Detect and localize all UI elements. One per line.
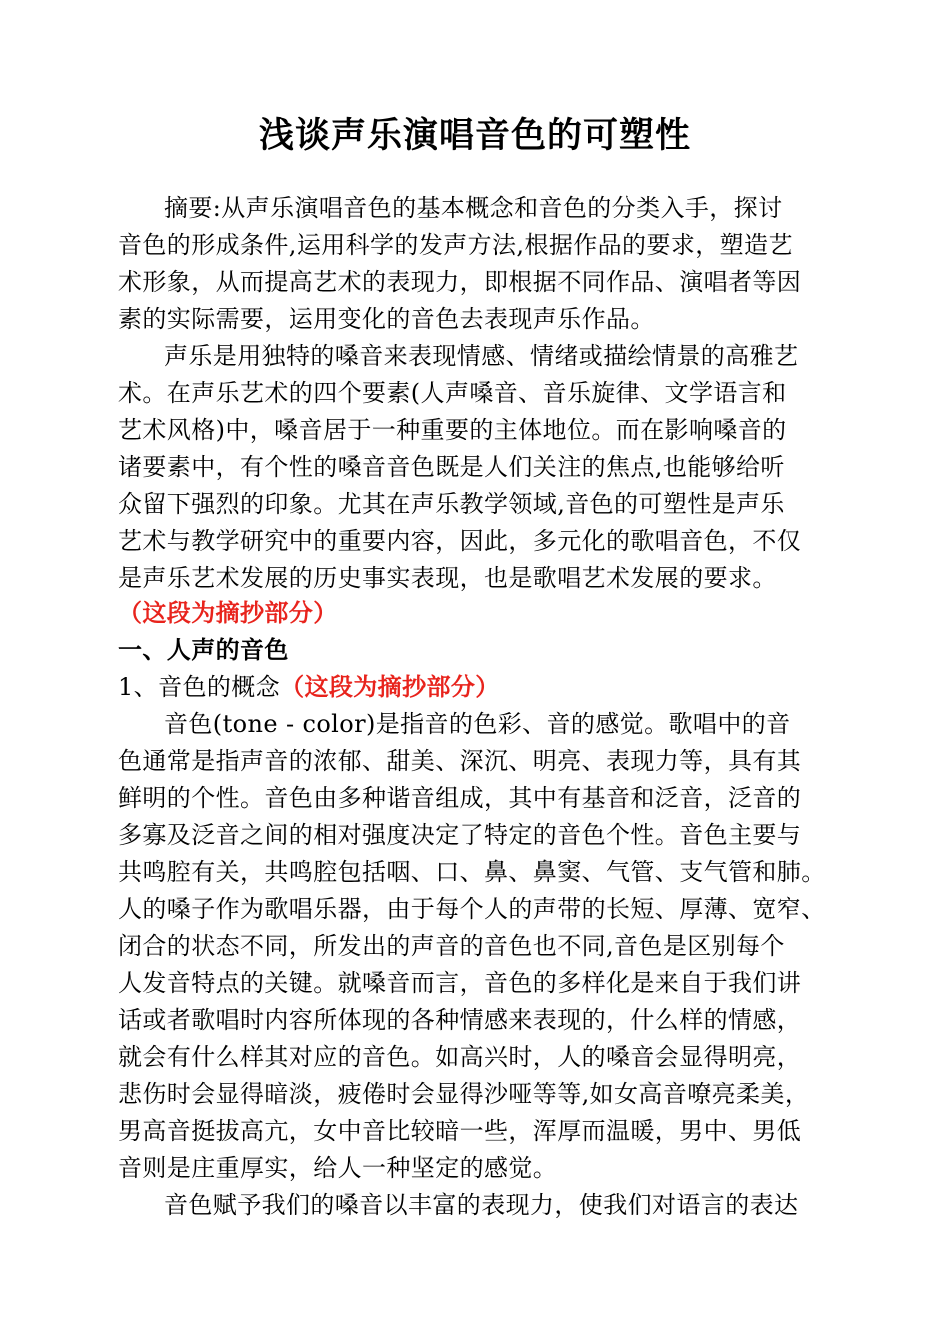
paragraph-line: 人发音特点的关键。就嗓音而言，音色的多样化是来自于我们讲 [118,969,802,997]
paragraph-line: 色通常是指声音的浓郁、甜美、深沉、明亮、表现力等，具有其 [118,747,802,775]
paragraph-line: 悲伤时会显得暗淡，疲倦时会显得沙哑等等,如女高音嘹亮柔美， [118,1080,810,1108]
paragraph-line: 鲜明的个性。音色由多种谐音组成，其中有基音和泛音，泛音的 [118,784,802,812]
excerpt-note: （这段为摘抄部分） [118,599,338,627]
paragraph-line: 就会有什么样其对应的音色。如高兴时，人的嗓音会显得明亮， [118,1043,802,1071]
paragraph-line: 术。在声乐艺术的四个要素(人声嗓音、音乐旋律、文学语言和 [118,379,787,407]
paragraph-line: 音色(tone - color)是指音的色彩、音的感觉。歌唱中的音 [164,710,791,738]
paragraph-line: 话或者歌唱时内容所体现的各种情感来表现的，什么样的情感， [118,1006,802,1034]
excerpt-note: （这段为摘抄部分） [280,673,500,701]
paragraph-line: 共鸣腔有关，共鸣腔包括咽、口、鼻、鼻窦、气管、支气管和肺。 [118,858,826,886]
paragraph-line: 声乐是用独特的嗓音来表现情感、情绪或描绘情景的高雅艺 [164,342,799,370]
paragraph-line: 众留下强烈的印象。尤其在声乐教学领域,音色的可塑性是声乐 [118,490,785,518]
section-heading: 一、人声的音色 [118,636,289,664]
paragraph-line: 艺术风格)中，嗓音居于一种重要的主体地位。而在影响嗓音的 [118,416,787,444]
paragraph-line: 是声乐艺术发展的历史事实表现，也是歌唱艺术发展的要求。 [118,564,777,592]
paragraph-line: 人的嗓子作为歌唱乐器，由于每个人的声带的长短、厚薄、宽窄、 [118,895,826,923]
subsection-heading [118,672,500,702]
abstract-line: 音色的形成条件,运用科学的发声方法,根据作品的要求，塑造艺 [118,231,793,259]
paragraph-line: 多寡及泛音之间的相对强度决定了特定的音色个性。音色主要与 [118,821,802,849]
abstract-line: 素的实际需要，运用变化的音色去表现声乐作品。 [118,305,655,333]
abstract-line: 术形象，从而提高艺术的表现力，即根据不同作品、演唱者等因 [118,268,802,296]
document-title: 浅谈声乐演唱音色的可塑性 [258,116,691,156]
subsection-label: 1、音色的概念 [118,673,281,701]
paragraph-line: 音则是庄重厚实，给人一种坚定的感觉。 [118,1154,558,1182]
paragraph-line: 闭合的状态不同，所发出的声音的音色也不同,音色是区别每个 [118,932,785,960]
abstract-line: 摘要:从声乐演唱音色的基本概念和音色的分类入手，探讨 [164,194,783,222]
paragraph-line: 音色赋予我们的嗓音以丰富的表现力，使我们对语言的表达 [164,1191,799,1219]
paragraph-line: 诸要素中，有个性的嗓音音色既是人们关注的焦点,也能够给听 [118,453,785,481]
paragraph-line: 男高音挺拔高亢，女中音比较暗一些，浑厚而温暖，男中、男低 [118,1117,802,1145]
paragraph-line: 艺术与教学研究中的重要内容，因此，多元化的歌唱音色，不仅 [118,527,802,555]
